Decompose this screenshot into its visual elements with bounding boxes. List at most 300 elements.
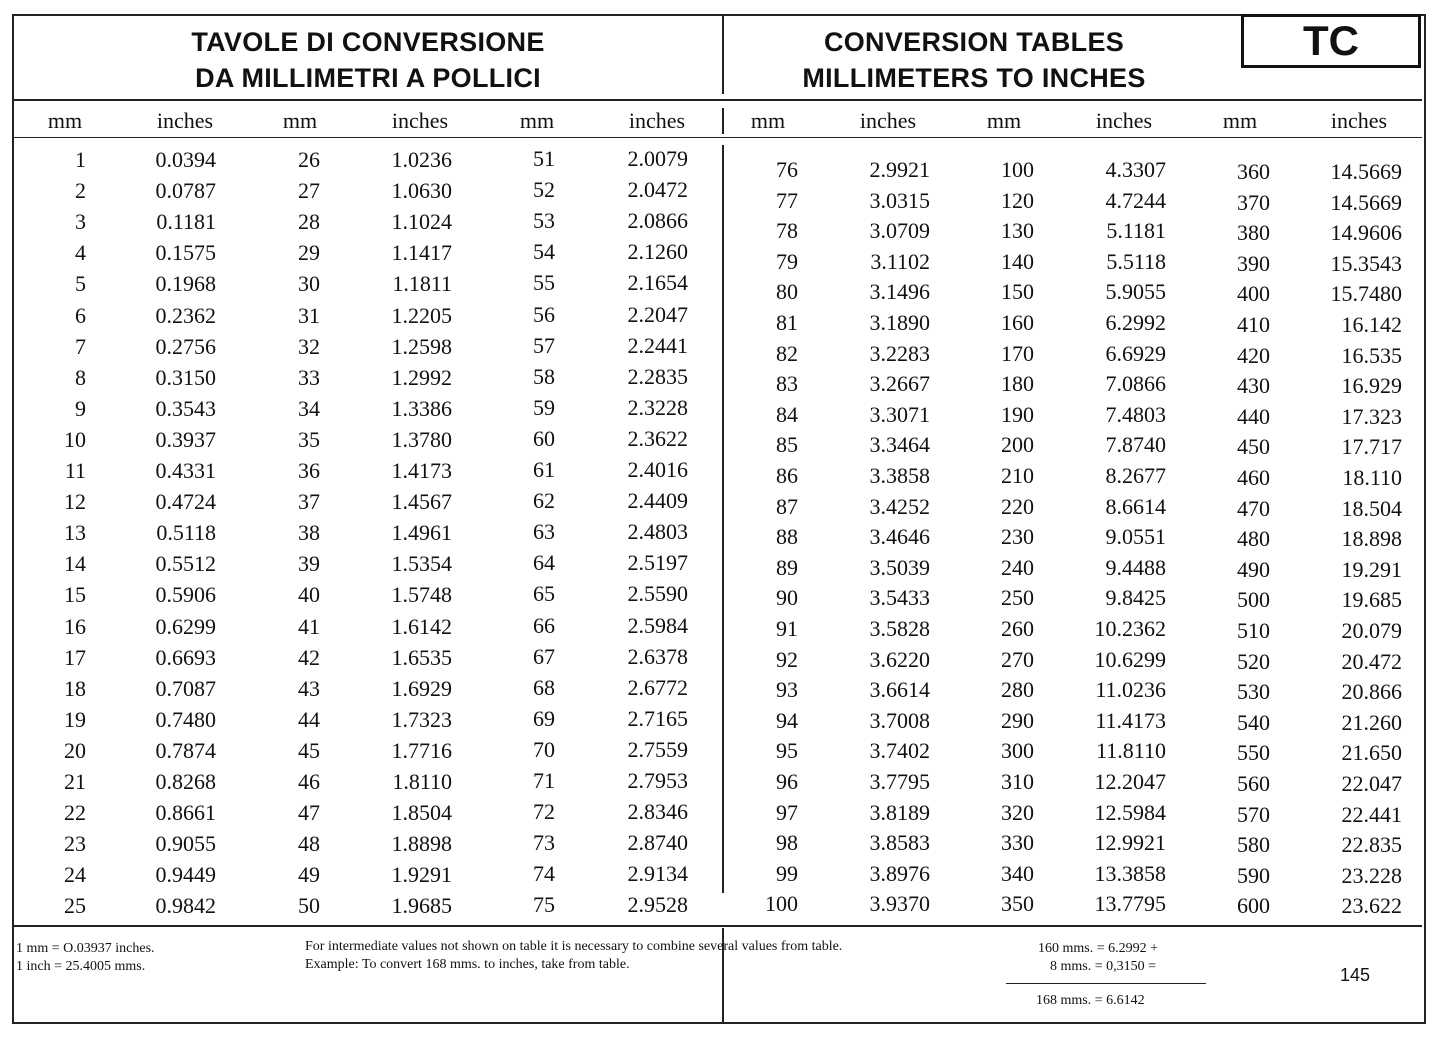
inches-value: 2.7165 (627, 705, 688, 731)
inches-value: 0.1575 (155, 240, 216, 266)
inches-value: 3.3858 (869, 463, 930, 488)
inches-value: 2.5590 (627, 581, 688, 607)
inches-value: 22.441 (1341, 801, 1402, 827)
mm-value: 100 (765, 891, 798, 917)
mm-value: 440 (1237, 403, 1270, 429)
inches-value: 13.3858 (1094, 860, 1166, 886)
inches-value: 10.2362 (1094, 616, 1166, 641)
mm-value: 17 (64, 644, 86, 670)
inches-value: 2.7559 (627, 736, 688, 762)
mm-value: 29 (298, 240, 320, 266)
inches-value: 3.7795 (869, 769, 930, 794)
title-english-line1: CONVERSION TABLES (823, 27, 1125, 57)
mm-value: 88 (776, 524, 798, 550)
mm-value: 4 (75, 240, 86, 266)
mm-value: 90 (776, 585, 798, 611)
inches-value: 17.717 (1341, 434, 1402, 460)
mm-value: 19 (64, 706, 86, 732)
inches-value: 0.5118 (156, 520, 216, 546)
mm-value: 39 (298, 551, 320, 577)
mm-value: 42 (298, 644, 320, 670)
mm-value: 30 (298, 271, 320, 297)
inches-value: 0.3937 (155, 426, 216, 452)
mm-value: 68 (533, 674, 555, 700)
inches-value: 2.8740 (627, 830, 688, 856)
mm-value: 89 (776, 554, 798, 580)
inches-value: 2.2047 (627, 301, 688, 327)
mm-value: 540 (1237, 709, 1270, 735)
mm-value: 86 (776, 463, 798, 488)
mm-value: 97 (776, 799, 798, 825)
mm-value: 36 (298, 458, 320, 483)
inches-value: 1.9685 (391, 893, 452, 919)
inches-value: 1.3386 (391, 395, 452, 421)
mm-value: 160 (1001, 310, 1034, 335)
inches-value: 3.5433 (869, 585, 930, 611)
sum-rule (1006, 983, 1206, 984)
inches-value: 2.5984 (627, 612, 688, 638)
inches-value: 3.8976 (869, 860, 930, 886)
inches-value: 2.1654 (627, 270, 688, 296)
inches-value: 6.6929 (1105, 340, 1166, 366)
inches-value: 3.8583 (869, 830, 930, 856)
inches-value: 7.8740 (1105, 432, 1166, 458)
mm-value: 81 (776, 310, 798, 335)
inches-value: 1.2992 (391, 364, 452, 390)
mm-value: 15 (64, 582, 86, 608)
inches-value: 14.9606 (1330, 220, 1402, 246)
mm-value: 98 (776, 830, 798, 856)
column-header: inches (628, 108, 686, 133)
mm-value: 35 (298, 426, 320, 452)
inches-value: 2.3622 (627, 425, 688, 451)
mm-value: 78 (776, 218, 798, 244)
inches-value: 1.4173 (391, 458, 452, 483)
inches-value: 2.9134 (627, 861, 688, 887)
mm-value: 70 (533, 736, 555, 762)
mm-value: 260 (1001, 616, 1034, 641)
inches-value: 12.5984 (1094, 799, 1166, 825)
mm-value: 190 (1001, 401, 1034, 427)
inches-value: 1.7323 (391, 706, 452, 732)
mm-value: 480 (1237, 526, 1270, 552)
inches-value: 0.6693 (155, 644, 216, 670)
mm-value: 87 (776, 493, 798, 519)
example-line1: 160 mms. = 6.2992 + (1038, 941, 1159, 956)
mm-value: 350 (1001, 891, 1034, 917)
mm-value: 51 (533, 146, 555, 171)
column-header: inches (859, 108, 917, 133)
inches-value: 1.1024 (391, 209, 452, 235)
column-header: mm (282, 108, 318, 133)
mm-value: 220 (1001, 493, 1034, 519)
inches-value: 2.2441 (627, 332, 688, 358)
mm-value: 430 (1237, 373, 1270, 399)
mm-value: 6 (75, 302, 86, 328)
mm-value: 28 (298, 209, 320, 235)
mm-value: 26 (298, 147, 320, 172)
inches-value: 1.7716 (391, 737, 452, 763)
mm-value: 10 (64, 426, 86, 452)
inches-value: 1.0630 (391, 178, 452, 204)
mm-value: 150 (1001, 279, 1034, 305)
inches-value: 1.2598 (391, 333, 452, 359)
inches-value: 0.3150 (155, 364, 216, 390)
inches-value: 20.472 (1341, 648, 1402, 674)
mm-value: 460 (1237, 465, 1270, 490)
inches-column (96, 147, 216, 927)
inches-value: 2.6772 (627, 674, 688, 700)
inches-value: 2.1260 (627, 239, 688, 265)
mm-value: 32 (298, 333, 320, 359)
mm-value: 93 (776, 677, 798, 703)
mm-value: 80 (776, 279, 798, 305)
inches-value: 1.3780 (391, 426, 452, 452)
mm-value: 12 (64, 489, 86, 515)
inches-value: 1.6535 (391, 644, 452, 670)
title-italian-line2: DA MILLIMETRI A POLLICI (195, 63, 541, 93)
inches-value: 1.1417 (391, 240, 452, 266)
inches-value: 1.5748 (391, 582, 452, 608)
mm-value: 44 (298, 706, 320, 732)
inches-value: 6.2992 (1105, 310, 1166, 335)
mm-value: 54 (533, 239, 555, 265)
inches-value: 22.047 (1341, 771, 1402, 796)
column-header: mm (47, 108, 83, 133)
inches-value: 20.079 (1341, 618, 1402, 643)
inches-value: 3.8189 (869, 799, 930, 825)
inches-value: 3.3071 (869, 401, 930, 427)
inches-value: 0.8661 (155, 800, 216, 826)
section-badge: TC (1241, 14, 1421, 68)
mm-value: 16 (64, 613, 86, 639)
mm-value: 52 (533, 177, 555, 203)
mm-value: 120 (1001, 187, 1034, 213)
inches-value: 2.0866 (627, 208, 688, 234)
mm-value: 510 (1237, 618, 1270, 643)
inches-value: 9.8425 (1105, 585, 1166, 611)
inches-value: 9.4488 (1105, 554, 1166, 580)
inches-value: 1.6142 (391, 613, 452, 639)
inches-value: 15.3543 (1330, 250, 1402, 276)
inches-value: 3.0315 (869, 187, 930, 213)
column-header: mm (519, 108, 555, 133)
mm-value: 77 (776, 187, 798, 213)
mm-value: 400 (1237, 281, 1270, 307)
inches-value: 23.228 (1341, 862, 1402, 888)
inches-value: 11.0236 (1095, 677, 1166, 703)
inches-value: 2.5197 (627, 550, 688, 576)
mm-value: 82 (776, 340, 798, 366)
inches-value: 2.9921 (869, 157, 930, 182)
mm-value: 58 (533, 363, 555, 389)
mm-value: 53 (533, 208, 555, 234)
inches-value: 18.504 (1341, 495, 1402, 521)
note-line1: For intermediate values not shown on table it is necessary to combine several values from table. (305, 939, 843, 954)
mm-value: 25 (64, 893, 86, 919)
inches-value: 12.2047 (1094, 769, 1166, 794)
inches-value: 13.7795 (1094, 891, 1166, 917)
title-english-line2: MILLIMETERS TO INCHES (802, 63, 1146, 93)
inches-value: 1.8504 (391, 800, 452, 826)
mm-column (678, 157, 798, 937)
mm-value: 230 (1001, 524, 1034, 550)
inches-value: 0.9055 (155, 831, 216, 857)
mm-value: 41 (298, 613, 320, 639)
mm-value: 64 (533, 550, 555, 576)
inches-value: 2.0079 (627, 146, 688, 171)
mm-value: 330 (1001, 830, 1034, 856)
inches-value: 16.142 (1341, 312, 1402, 337)
mm-value: 13 (64, 520, 86, 546)
inches-value: 1.9291 (391, 862, 452, 888)
inches-value: 16.929 (1341, 373, 1402, 399)
inches-value: 0.2362 (155, 302, 216, 328)
inches-value: 17.323 (1341, 403, 1402, 429)
mm-value: 73 (533, 830, 555, 856)
inches-value: 0.7480 (155, 706, 216, 732)
mm-value: 71 (533, 768, 555, 793)
inches-value: 3.0709 (869, 218, 930, 244)
mm-value: 600 (1237, 893, 1270, 919)
mm-value: 530 (1237, 679, 1270, 705)
mm-value: 31 (298, 302, 320, 328)
inches-value: 21.260 (1341, 709, 1402, 735)
mm-value: 21 (64, 769, 86, 794)
inches-value: 1.4961 (391, 520, 452, 546)
mm-value: 69 (533, 705, 555, 731)
mm-value: 79 (776, 248, 798, 274)
mm-value: 100 (1001, 157, 1034, 182)
mm-value: 390 (1237, 250, 1270, 276)
mm-value: 370 (1237, 189, 1270, 215)
mm-value: 45 (298, 737, 320, 763)
mm-value: 420 (1237, 342, 1270, 368)
inches-value: 3.1890 (869, 310, 930, 335)
mm-value: 34 (298, 395, 320, 421)
mm-value: 99 (776, 860, 798, 886)
mm-value: 170 (1001, 340, 1034, 366)
inches-value: 7.0866 (1105, 371, 1166, 397)
inches-value: 3.6220 (869, 646, 930, 672)
mm-value: 61 (533, 457, 555, 482)
mm-value: 72 (533, 799, 555, 825)
column-header: inches (1095, 108, 1153, 133)
inches-value: 2.9528 (627, 892, 688, 918)
inches-value: 22.835 (1341, 832, 1402, 858)
mm-value: 450 (1237, 434, 1270, 460)
column-header: mm (986, 108, 1022, 133)
inches-value: 14.5669 (1330, 159, 1402, 184)
mm-value: 84 (776, 401, 798, 427)
inches-value: 0.4724 (155, 489, 216, 515)
mm-value: 65 (533, 581, 555, 607)
inches-value: 5.9055 (1105, 279, 1166, 305)
mm-value: 14 (64, 551, 86, 577)
inches-value: 0.7087 (155, 675, 216, 701)
inches-value: 0.4331 (155, 458, 216, 483)
mm-value: 520 (1237, 648, 1270, 674)
mm-value: 43 (298, 675, 320, 701)
inches-value: 1.5354 (391, 551, 452, 577)
inches-value: 0.9842 (155, 893, 216, 919)
inches-value: 8.2677 (1105, 463, 1166, 488)
mm-value: 550 (1237, 740, 1270, 766)
mm-value: 62 (533, 488, 555, 514)
factor-inch: 1 inch = 25.4005 mms. (16, 959, 146, 974)
inches-value: 1.8110 (392, 769, 452, 794)
mm-value: 60 (533, 425, 555, 451)
mm-value: 210 (1001, 463, 1034, 488)
mm-value: 94 (776, 707, 798, 733)
mm-value: 1 (75, 147, 86, 172)
inches-value: 4.7244 (1105, 187, 1166, 213)
mm-value: 96 (776, 769, 798, 794)
mm-value: 46 (298, 769, 320, 794)
column-header: inches (391, 108, 449, 133)
mm-value: 38 (298, 520, 320, 546)
inches-value: 1.2205 (391, 302, 452, 328)
inches-value: 12.9921 (1094, 830, 1166, 856)
inches-value: 3.3464 (869, 432, 930, 458)
inches-value: 0.1968 (155, 271, 216, 297)
mm-value: 140 (1001, 248, 1034, 274)
header-rule (14, 137, 1422, 138)
inches-value: 2.8346 (627, 799, 688, 825)
mm-value: 74 (533, 861, 555, 887)
inches-value: 19.685 (1341, 587, 1402, 613)
mm-column (200, 147, 320, 927)
inches-value: 2.7953 (627, 768, 688, 793)
inches-value: 16.535 (1341, 342, 1402, 368)
title-italian-line1: TAVOLE DI CONVERSIONE (191, 27, 545, 57)
mm-value: 37 (298, 489, 320, 515)
inches-value: 0.5906 (155, 582, 216, 608)
mm-value: 8 (75, 364, 86, 390)
inches-value: 4.3307 (1105, 157, 1166, 182)
mm-value: 48 (298, 831, 320, 857)
factor-mm: 1 mm = O.03937 inches. (16, 941, 155, 956)
mm-value: 290 (1001, 707, 1034, 733)
mm-value: 7 (75, 333, 86, 359)
mm-value: 85 (776, 432, 798, 458)
inches-column (1046, 157, 1166, 937)
mm-column (0, 147, 86, 927)
mm-value: 76 (776, 157, 798, 182)
mm-value: 55 (533, 270, 555, 296)
inches-value: 0.2756 (155, 333, 216, 359)
mm-value: 3 (75, 209, 86, 235)
mm-value: 580 (1237, 832, 1270, 858)
inches-value: 3.7402 (869, 738, 930, 764)
inches-value: 0.6299 (155, 613, 216, 639)
mm-column (435, 146, 555, 926)
inches-value: 0.5512 (155, 551, 216, 577)
mm-value: 5 (75, 271, 86, 297)
inches-value: 2.0472 (627, 177, 688, 203)
mm-value: 300 (1001, 738, 1034, 764)
inches-value: 7.4803 (1105, 401, 1166, 427)
mm-value: 92 (776, 646, 798, 672)
mm-value: 47 (298, 800, 320, 826)
mm-value: 83 (776, 371, 798, 397)
mm-value: 490 (1237, 556, 1270, 582)
mm-value: 410 (1237, 312, 1270, 337)
page-number: 145 (1340, 965, 1371, 985)
mm-value: 63 (533, 519, 555, 545)
inches-value: 18.110 (1342, 465, 1402, 490)
mm-value: 9 (75, 395, 86, 421)
inches-value: 0.7874 (155, 737, 216, 763)
mm-value: 470 (1237, 495, 1270, 521)
mm-value: 270 (1001, 646, 1034, 672)
inches-value: 3.1102 (870, 248, 930, 274)
mm-value: 250 (1001, 585, 1034, 611)
column-header: mm (1222, 108, 1258, 133)
inches-value: 5.1181 (1106, 218, 1166, 244)
inches-value: 19.291 (1341, 556, 1402, 582)
mm-value: 18 (64, 675, 86, 701)
mm-value: 59 (533, 394, 555, 420)
column-header: inches (1330, 108, 1388, 133)
mm-value: 310 (1001, 769, 1034, 794)
inches-value: 0.8268 (155, 769, 216, 794)
inches-value: 23.622 (1341, 893, 1402, 919)
inches-value: 2.6378 (627, 643, 688, 669)
inches-value: 21.650 (1341, 740, 1402, 766)
mm-column (914, 157, 1034, 937)
mm-value: 200 (1001, 432, 1034, 458)
mm-value: 570 (1237, 801, 1270, 827)
mm-value: 27 (298, 178, 320, 204)
mm-value: 75 (533, 892, 555, 918)
mm-value: 560 (1237, 771, 1270, 796)
mm-value: 500 (1237, 587, 1270, 613)
inches-value: 11.4173 (1095, 707, 1166, 733)
mm-value: 50 (298, 893, 320, 919)
mm-value: 340 (1001, 860, 1034, 886)
inches-value: 2.2835 (627, 363, 688, 389)
title-english (724, 24, 1224, 96)
inches-value: 3.4252 (869, 493, 930, 519)
mm-value: 40 (298, 582, 320, 608)
mm-value: 23 (64, 831, 86, 857)
mm-value: 33 (298, 364, 320, 390)
column-header: mm (750, 108, 786, 133)
inches-value: 5.5118 (1106, 248, 1166, 274)
mm-value: 180 (1001, 371, 1034, 397)
inches-value: 0.0394 (155, 147, 216, 172)
inches-column (810, 157, 930, 937)
mm-value: 57 (533, 332, 555, 358)
mm-value: 20 (64, 737, 86, 763)
inches-value: 2.3228 (627, 394, 688, 420)
column-header: inches (156, 108, 214, 133)
mm-value: 380 (1237, 220, 1270, 246)
inches-value: 3.1496 (869, 279, 930, 305)
mm-value: 360 (1237, 159, 1270, 184)
mm-value: 130 (1001, 218, 1034, 244)
title-rule (14, 99, 1422, 101)
inches-value: 3.7008 (869, 707, 930, 733)
inches-value: 9.0551 (1105, 524, 1166, 550)
inches-value: 0.0787 (155, 178, 216, 204)
inches-value: 11.8110 (1096, 738, 1166, 764)
inches-value: 1.6929 (391, 675, 452, 701)
inches-value: 10.6299 (1094, 646, 1166, 672)
mm-value: 95 (776, 738, 798, 764)
mm-value: 49 (298, 862, 320, 888)
